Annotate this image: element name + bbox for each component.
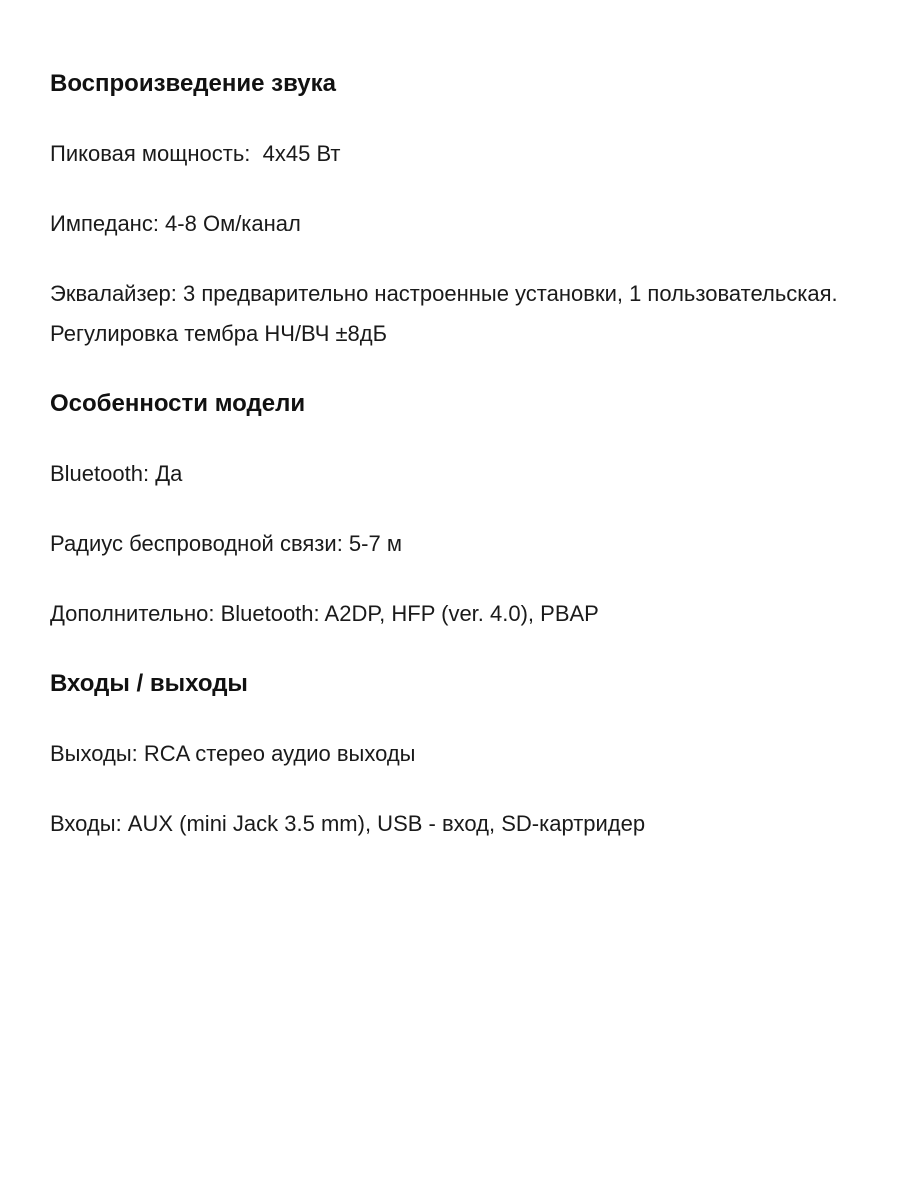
product-specs bbox=[50, 64, 860, 844]
spec-equalizer: Эквалайзер: 3 предварительно настроенные установки, 1 пользовательская. Регулировка тембра НЧ/ВЧ ±8дБ bbox=[50, 281, 844, 346]
section-heading-model-features: Особенности модели bbox=[50, 390, 306, 417]
spec-outputs: Выходы: RCA стерео аудио выходы bbox=[50, 741, 416, 766]
section-heading-sound-playback: Воспроизведение звука bbox=[50, 70, 336, 97]
spec-impedance: Импеданс: 4-8 Ом/канал bbox=[50, 211, 301, 236]
spec-additional: Дополнительно: Bluetooth: A2DP, HFP (ver. 4.0), PBAP bbox=[50, 601, 599, 626]
section-heading-inputs-outputs: Входы / выходы bbox=[50, 670, 248, 697]
section-model-features bbox=[50, 384, 860, 634]
spec-bluetooth: Bluetooth: Да bbox=[50, 461, 183, 486]
section-sound-playback bbox=[50, 64, 860, 354]
spec-wireless-range: Радиус беспроводной связи: 5-7 м bbox=[50, 531, 402, 556]
spec-inputs: Входы: AUX (mini Jack 3.5 mm), USB - вход, SD-картридер bbox=[50, 811, 646, 836]
spec-peak-power: Пиковая мощность: 4x45 Вт bbox=[50, 141, 341, 166]
section-inputs-outputs bbox=[50, 664, 860, 844]
